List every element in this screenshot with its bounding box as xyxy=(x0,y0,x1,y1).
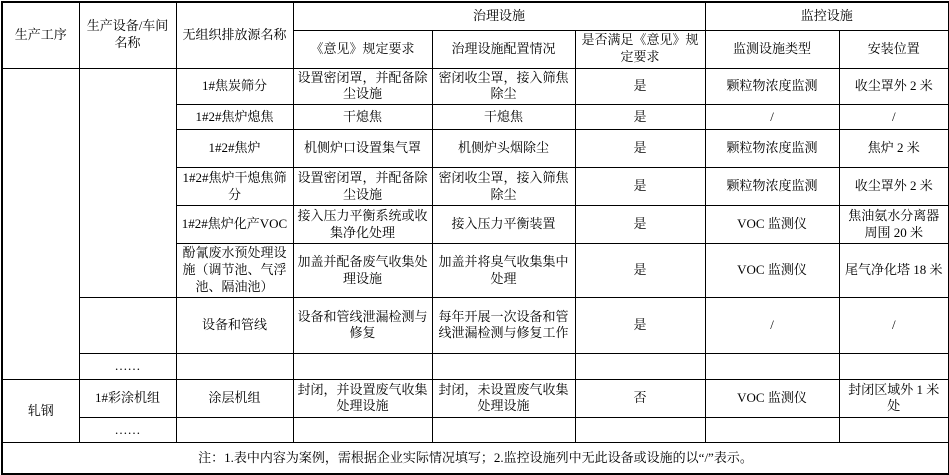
cell-monitor-type: 颗粒物浓度监测 xyxy=(705,68,839,105)
cell-meets: 是 xyxy=(575,105,705,130)
cell-monitor-type: / xyxy=(705,105,839,130)
cell-location: / xyxy=(839,105,949,130)
cell-monitor-type: VOC 监测仪 xyxy=(705,206,839,244)
cell-meets: 是 xyxy=(575,130,705,168)
cell-monitor-type: VOC 监测仪 xyxy=(705,379,839,417)
cell-blank xyxy=(293,417,432,442)
process-cell-blank xyxy=(2,68,79,379)
cell-requirement: 设置密闭罩，并配备除尘设施 xyxy=(293,168,432,206)
cell-location: 封闭区域外 1 米处 xyxy=(839,379,949,417)
cell-location: 焦炉 2 米 xyxy=(839,130,949,168)
emission-control-table xyxy=(1,1,949,475)
cell-location: / xyxy=(839,297,949,353)
cell-location: 收尘罩外 2 米 xyxy=(839,68,949,105)
cell-location: 尾气净化塔 18 米 xyxy=(839,244,949,298)
cell-location: 焦油氨水分离器周围 20 米 xyxy=(839,206,949,244)
cell-config: 干熄焦 xyxy=(432,105,575,130)
header-source: 无组织排放源名称 xyxy=(176,2,293,68)
cell-meets: 是 xyxy=(575,297,705,353)
cell-source: 1#焦炭筛分 xyxy=(176,68,293,105)
header-monitor-type: 监测设施类型 xyxy=(705,30,839,68)
cell-ellipsis: …… xyxy=(79,353,176,379)
header-process: 生产工序 xyxy=(2,2,79,68)
table-row xyxy=(2,297,949,353)
cell-config: 机侧炉头烟除尘 xyxy=(432,130,575,168)
cell-ellipsis: …… xyxy=(79,417,176,442)
cell-meets: 是 xyxy=(575,68,705,105)
cell-source: 1#2#焦炉化产VOC xyxy=(176,206,293,244)
equipment-cell-blank xyxy=(79,68,176,297)
cell-requirement: 干熄焦 xyxy=(293,105,432,130)
cell-config: 封闭，未设置废气收集处理设施 xyxy=(432,379,575,417)
table-row xyxy=(2,68,949,105)
cell-equipment: 1#彩涂机组 xyxy=(79,379,176,417)
header-treatment-group: 治理设施 xyxy=(293,2,705,30)
cell-blank xyxy=(293,353,432,379)
cell-blank xyxy=(176,417,293,442)
header-location: 安装位置 xyxy=(839,30,949,68)
header-monitor-group: 监控设施 xyxy=(705,2,949,30)
cell-monitor-type: / xyxy=(705,297,839,353)
cell-monitor-type: 颗粒物浓度监测 xyxy=(705,130,839,168)
cell-blank xyxy=(176,353,293,379)
cell-config: 密闭收尘罩，接入筛焦除尘 xyxy=(432,168,575,206)
cell-blank xyxy=(432,353,575,379)
cell-source: 1#2#焦炉干熄焦筛分 xyxy=(176,168,293,206)
cell-location: 收尘罩外 2 米 xyxy=(839,168,949,206)
table-row xyxy=(2,379,949,417)
cell-source: 1#2#焦炉 xyxy=(176,130,293,168)
cell-meets: 是 xyxy=(575,206,705,244)
cell-blank xyxy=(839,353,949,379)
cell-config: 加盖并将臭气收集集中处理 xyxy=(432,244,575,298)
cell-requirement: 设置密闭罩，并配备除尘设施 xyxy=(293,68,432,105)
cell-config: 每年开展一次设备和管线泄漏检测与修复工作 xyxy=(432,297,575,353)
cell-source: 设备和管线 xyxy=(176,297,293,353)
cell-blank xyxy=(432,417,575,442)
cell-meets: 是 xyxy=(575,244,705,298)
header-equipment: 生产设备/车间名称 xyxy=(79,2,176,68)
header-row-1 xyxy=(2,2,949,30)
header-meets: 是否满足《意见》规定要求 xyxy=(575,30,705,68)
cell-meets: 否 xyxy=(575,379,705,417)
cell-source: 涂层机组 xyxy=(176,379,293,417)
cell-requirement: 机侧炉口设置集气罩 xyxy=(293,130,432,168)
cell-config: 接入压力平衡装置 xyxy=(432,206,575,244)
cell-process: 轧钢 xyxy=(2,379,79,442)
note-row xyxy=(2,442,949,474)
cell-source: 1#2#焦炉熄焦 xyxy=(176,105,293,130)
cell-blank xyxy=(839,417,949,442)
cell-monitor-type: 颗粒物浓度监测 xyxy=(705,168,839,206)
equipment-cell-blank xyxy=(79,297,176,353)
cell-blank xyxy=(575,353,705,379)
header-requirement: 《意见》规定要求 xyxy=(293,30,432,68)
header-config: 治理设施配置情况 xyxy=(432,30,575,68)
ellipsis-row xyxy=(2,353,949,379)
cell-source: 酚氰废水预处理设施（调节池、气浮池、隔油池） xyxy=(176,244,293,298)
cell-config: 密闭收尘罩，接入筛焦除尘 xyxy=(432,68,575,105)
cell-monitor-type: VOC 监测仪 xyxy=(705,244,839,298)
cell-requirement: 设备和管线泄漏检测与修复 xyxy=(293,297,432,353)
ellipsis-row xyxy=(2,417,949,442)
cell-blank xyxy=(705,353,839,379)
cell-requirement: 接入压力平衡系统或收集净化处理 xyxy=(293,206,432,244)
cell-requirement: 封闭，并设置废气收集处理设施 xyxy=(293,379,432,417)
cell-blank xyxy=(705,417,839,442)
table-note: 注：1.表中内容为案例，需根据企业实际情况填写；2.监控设施列中无此设备或设施的以“/”表示。 xyxy=(2,442,949,474)
cell-blank xyxy=(575,417,705,442)
cell-requirement: 加盖并配备废气收集处理设施 xyxy=(293,244,432,298)
cell-meets: 是 xyxy=(575,168,705,206)
